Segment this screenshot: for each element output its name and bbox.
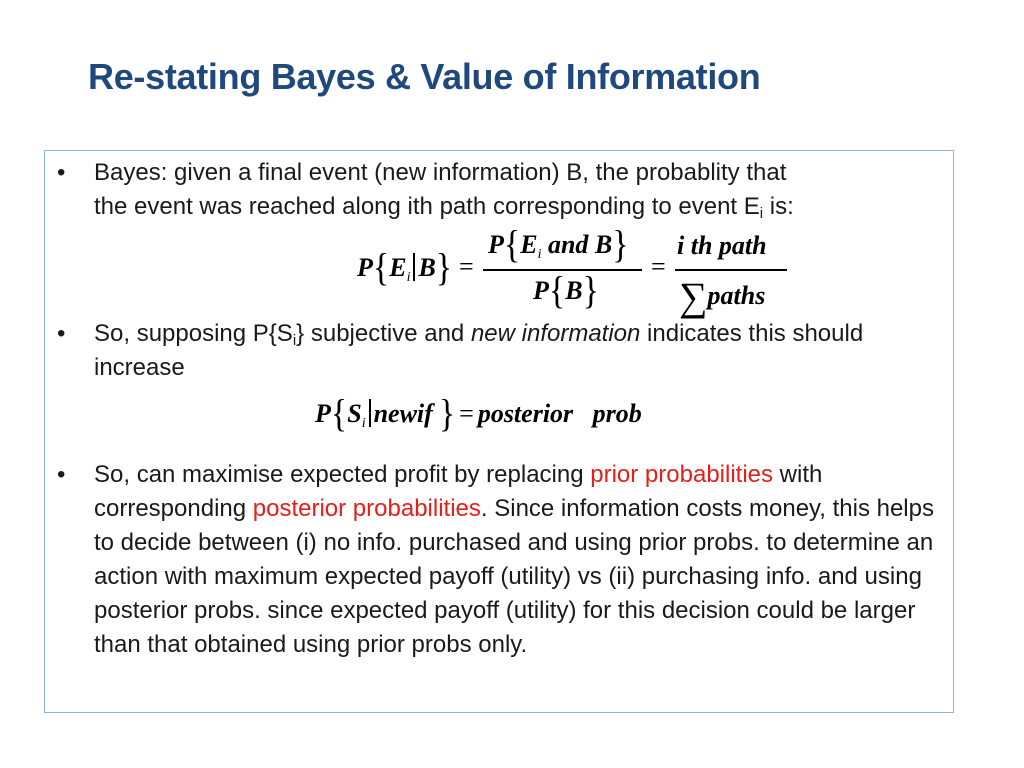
math-symbol: P bbox=[533, 276, 549, 305]
math-symbol: P bbox=[315, 399, 331, 428]
text-span: indicates this should increase bbox=[94, 320, 864, 381]
bullet-text bbox=[94, 458, 937, 662]
highlight-text: posterior probabilities bbox=[252, 495, 481, 522]
fraction-denominator bbox=[679, 273, 765, 320]
math-symbol: posterior prob bbox=[477, 399, 642, 428]
slide-title: Re-stating Bayes & Value of Information bbox=[88, 56, 761, 97]
formula-lhs bbox=[357, 247, 453, 290]
math-brace: } bbox=[612, 224, 629, 267]
math-brace: } bbox=[582, 270, 599, 313]
bullet-supposing bbox=[57, 317, 937, 385]
bullet-maximise bbox=[57, 458, 937, 662]
text-span: . Since information costs money, this helps to decide between (i) no info. purchased and using prior probs. to determine an action with maximum expected payoff (utility) vs (ii) purchasing info. and using posterior probs. since expected payoff (utility) for this decision could be larger than that obtained using prior probs only. bbox=[94, 495, 934, 658]
text-span: So, can maximise expected profit by replacing bbox=[94, 461, 591, 488]
math-symbol: P bbox=[488, 230, 504, 259]
fraction-denominator bbox=[533, 270, 599, 313]
math-subscript: i bbox=[537, 247, 542, 262]
math-symbol: S bbox=[347, 399, 362, 428]
bullet-marker: • bbox=[57, 320, 66, 347]
math-symbol: and bbox=[547, 230, 589, 259]
fraction-numerator: i th path bbox=[677, 231, 767, 260]
math-symbol: B bbox=[418, 253, 436, 282]
math-brace: { bbox=[548, 270, 566, 313]
subscript: i bbox=[759, 205, 764, 222]
math-brace: } bbox=[438, 393, 456, 436]
math-subscript: i bbox=[361, 416, 366, 431]
equals-sign: = bbox=[651, 252, 666, 281]
text-span: So, supposing P{S bbox=[94, 320, 293, 347]
math-brace: { bbox=[330, 393, 348, 436]
math-symbol: B bbox=[565, 276, 583, 305]
content-box bbox=[44, 150, 954, 713]
math-subscript: i bbox=[406, 270, 411, 285]
math-bar bbox=[369, 399, 371, 427]
fraction-numerator bbox=[488, 224, 629, 267]
math-bar bbox=[413, 253, 415, 281]
math-symbol: newif bbox=[373, 399, 433, 428]
bullet-bayes bbox=[57, 156, 937, 224]
bullet-marker: • bbox=[57, 461, 66, 488]
sigma-symbol: ∑ bbox=[679, 274, 708, 319]
bullet-line: Bayes: given a final event (new information) B, the probablity that bbox=[94, 159, 787, 186]
math-symbol: E bbox=[389, 253, 407, 282]
fraction-line bbox=[675, 269, 787, 271]
math-brace: { bbox=[503, 224, 521, 267]
text-span: with corresponding bbox=[94, 461, 823, 522]
text-span: the event was reached along ith path corresponding to event E bbox=[94, 193, 760, 220]
italic-text: new information bbox=[470, 320, 641, 347]
equals-sign: = bbox=[459, 252, 474, 281]
math-brace: { bbox=[372, 247, 390, 290]
highlight-text: prior probabilities bbox=[590, 461, 774, 488]
bullet-line bbox=[94, 190, 937, 224]
equals-sign: = bbox=[459, 399, 474, 428]
text-span: is: bbox=[763, 193, 794, 220]
math-symbol: P bbox=[357, 253, 373, 282]
posterior-formula bbox=[315, 393, 642, 436]
subscript: i bbox=[292, 332, 297, 349]
math-brace: } bbox=[435, 247, 453, 290]
text-span: } subjective and bbox=[296, 320, 471, 347]
math-symbol: paths bbox=[707, 281, 766, 310]
math-symbol: B bbox=[594, 230, 613, 259]
bullet-text bbox=[94, 317, 937, 385]
bullet-text bbox=[94, 156, 937, 224]
bullet-marker: • bbox=[57, 159, 66, 186]
math-symbol: E bbox=[520, 230, 538, 259]
